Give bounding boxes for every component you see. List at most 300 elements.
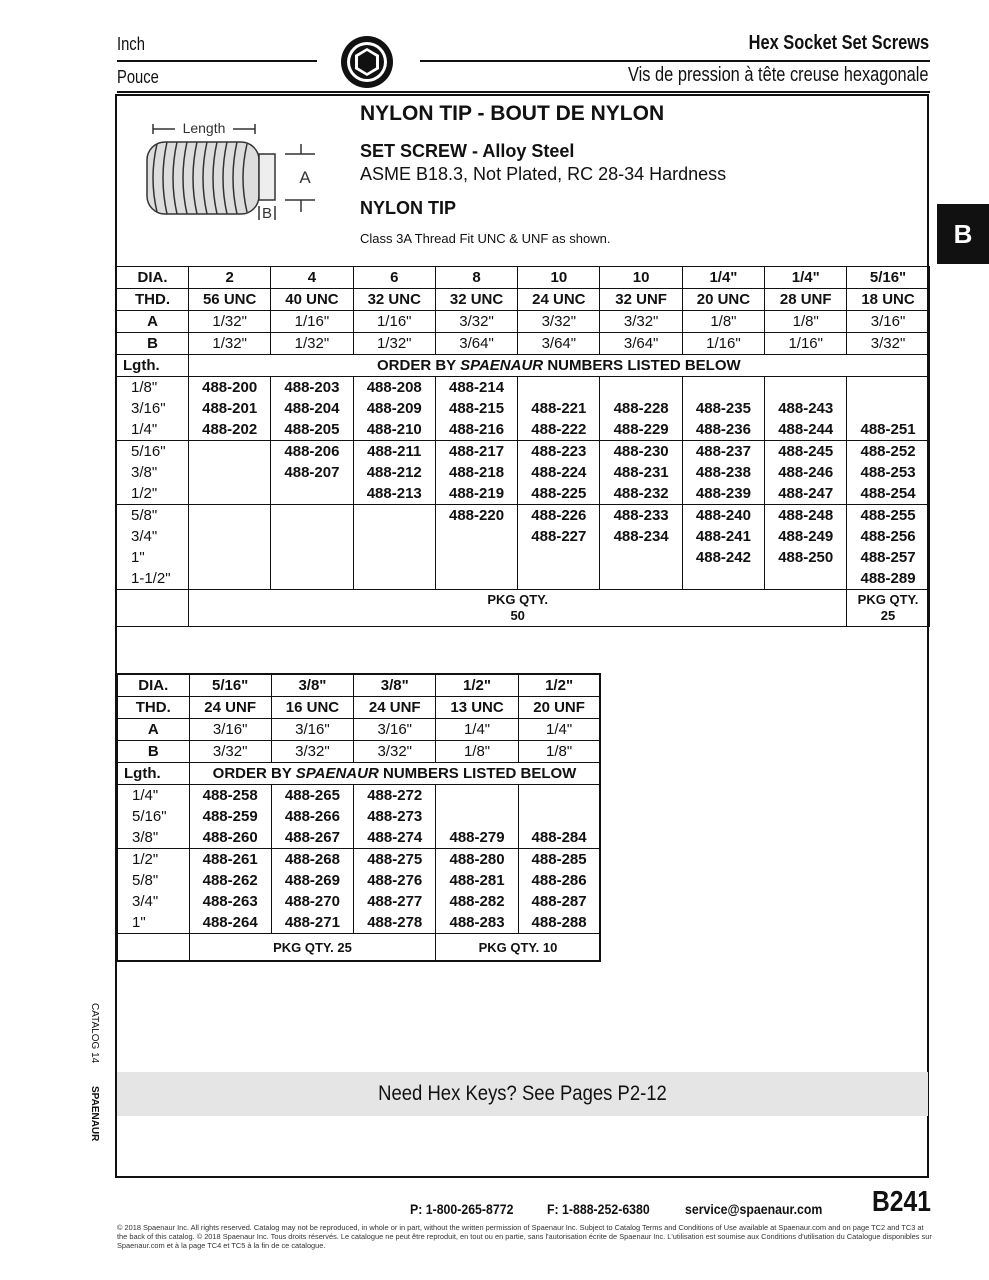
- part-number: 488-289: [860, 570, 916, 587]
- diagram-b-label: B: [261, 205, 273, 222]
- b-cell: 3/64": [435, 333, 517, 355]
- a-cell: 3/16": [271, 719, 353, 741]
- part-number: 488-240: [695, 507, 751, 524]
- part-number: [354, 526, 435, 547]
- part-number: 488-246: [778, 464, 834, 481]
- row-label-thd: THD.: [117, 697, 189, 719]
- length-value: 1/4": [132, 787, 159, 804]
- part-number: 488-244: [778, 421, 834, 438]
- thd-cell: 32 UNF: [600, 289, 682, 311]
- a-cell: 1/16": [353, 311, 435, 333]
- length-value: 5/8": [132, 872, 159, 889]
- part-number: 488-209: [366, 400, 422, 417]
- part-number: 488-207: [284, 464, 340, 481]
- thread-note: Class 3A Thread Fit UNC & UNF as shown.: [360, 231, 611, 246]
- part-number-cell: [682, 505, 764, 590]
- part-number: [600, 377, 681, 398]
- thd-cell: 16 UNC: [271, 697, 353, 719]
- row-label-b: B: [117, 333, 189, 355]
- header-rule-left: [117, 60, 317, 62]
- part-number: 488-263: [202, 893, 258, 910]
- part-number: 488-249: [778, 528, 834, 545]
- length-value: 1": [131, 549, 145, 566]
- part-number: 488-287: [531, 893, 587, 910]
- part-number-cell: [189, 441, 271, 505]
- part-number: [189, 526, 270, 547]
- part-number: [354, 547, 435, 568]
- part-number: [354, 505, 435, 526]
- part-number-cell: [189, 785, 271, 849]
- part-number: 488-266: [284, 808, 340, 825]
- a-cell: 3/16": [847, 311, 929, 333]
- a-cell: 1/8": [682, 311, 764, 333]
- pkg-qty-last: [847, 590, 929, 627]
- part-number: 488-274: [367, 829, 423, 846]
- pkg-label: PKG QTY.: [857, 592, 919, 607]
- part-number: 488-248: [778, 507, 834, 524]
- part-number-cell: [354, 785, 436, 849]
- length-value: 5/8": [131, 507, 158, 524]
- part-number-cell: [353, 505, 435, 590]
- part-number-cell: [765, 377, 847, 441]
- length-cell: [117, 849, 189, 934]
- part-number-cell: [271, 785, 353, 849]
- part-number: 488-254: [860, 485, 916, 502]
- part-number: 488-268: [284, 851, 340, 868]
- length-value: 1/2": [131, 485, 158, 502]
- part-number: [436, 785, 517, 806]
- part-number: [518, 568, 599, 589]
- part-number: [600, 568, 681, 589]
- a-cell: 1/16": [271, 311, 353, 333]
- dia-cell: 1/4": [682, 267, 764, 289]
- part-number: [271, 526, 352, 547]
- thd-cell: 20 UNF: [518, 697, 600, 719]
- product-title: NYLON TIP - BOUT DE NYLON: [360, 102, 665, 125]
- part-number: [519, 806, 600, 827]
- part-number: 488-269: [284, 872, 340, 889]
- b-cell: 3/32": [189, 741, 271, 763]
- thd-cell: 56 UNC: [189, 289, 271, 311]
- b-cell: 3/64": [600, 333, 682, 355]
- part-number-cell: [436, 849, 518, 934]
- b-cell: 1/32": [353, 333, 435, 355]
- part-number: 488-214: [449, 379, 505, 396]
- pkg-row: [117, 590, 930, 627]
- part-number-cell: [435, 505, 517, 590]
- pkg-spacer: [117, 590, 189, 627]
- b-cell: 1/8": [518, 741, 600, 763]
- part-number: [683, 377, 764, 398]
- part-number: 488-286: [531, 872, 587, 889]
- part-number: 488-276: [367, 872, 423, 889]
- part-number: 488-220: [449, 507, 505, 524]
- pkg-row: [117, 934, 600, 962]
- part-number: 488-217: [449, 443, 505, 460]
- part-number: [765, 568, 846, 589]
- part-number: 488-200: [202, 379, 258, 396]
- thd-cell: 40 UNC: [271, 289, 353, 311]
- part-number: 488-281: [449, 872, 505, 889]
- legal-text: © 2018 Spaenaur Inc. All rights reserved. Catalog may not be reproduced, in whole or in part, without the written permission of Spaenaur Inc. Subject to Catalog Terms and Conditions of Use available at Spaenaur.com and on page TC2 and TC3 at the back of this catalog. © 2018 Spaenaur Inc. Tous droits réservés. Le catalogue ne peut être reproduit, en tout ou en partie, sans l'autorisation écrite de Spaenaur Inc. L'utilisation est soumise aux Conditions d'utilisation du Catalogue disponibles sur Spaenaur.com et à la page TC4 et TC5 à la fin de ce catalogue.: [117, 1223, 932, 1250]
- length-group-1: [117, 441, 930, 505]
- part-number: [683, 568, 764, 589]
- part-number-cell: [271, 505, 353, 590]
- dia-cell: 4: [271, 267, 353, 289]
- a-cell: 1/4": [518, 719, 600, 741]
- pkg-qty-left: PKG QTY. 25: [189, 934, 436, 962]
- brand-label: SPAENAUR: [89, 1086, 100, 1142]
- unit-english: Inch: [117, 34, 145, 54]
- footer-email[interactable]: service@spaenaur.com: [685, 1201, 823, 1217]
- b-cell: 1/8": [436, 741, 518, 763]
- a-cell: 1/4": [436, 719, 518, 741]
- length-group-2: [117, 505, 930, 590]
- part-number: 488-236: [695, 421, 751, 438]
- part-number: 488-284: [531, 829, 587, 846]
- part-number: 488-245: [778, 443, 834, 460]
- pkg-qty-right: PKG QTY. 10: [436, 934, 601, 962]
- spec-row-thd: [117, 289, 930, 311]
- part-number: [519, 785, 600, 806]
- part-number: 488-233: [613, 507, 669, 524]
- part-number-cell: [600, 377, 682, 441]
- part-number: 488-213: [366, 485, 422, 502]
- row-label-dia: DIA.: [117, 674, 189, 697]
- part-number: [436, 806, 517, 827]
- part-number: 488-235: [695, 400, 751, 417]
- header-rule-bottom: [117, 91, 930, 93]
- unit-french: Pouce: [117, 67, 159, 87]
- part-number: 488-223: [531, 443, 587, 460]
- thd-cell: 13 UNC: [436, 697, 518, 719]
- thd-cell: 20 UNC: [682, 289, 764, 311]
- part-number: 488-259: [202, 808, 258, 825]
- spec-row-b: [117, 741, 600, 763]
- part-number: 488-272: [367, 787, 423, 804]
- length-value: 1/8": [131, 379, 158, 396]
- b-cell: 3/32": [354, 741, 436, 763]
- part-number: [271, 505, 352, 526]
- length-value: 3/16": [131, 400, 166, 417]
- footer-phone: P: 1-800-265-8772: [410, 1201, 514, 1217]
- part-number: 488-255: [860, 507, 916, 524]
- hex-keys-banner[interactable]: [117, 1072, 928, 1116]
- part-number: [189, 568, 270, 589]
- part-number-cell: [189, 505, 271, 590]
- row-label-a: A: [117, 311, 189, 333]
- dia-cell: 5/16": [189, 674, 271, 697]
- part-number: 488-226: [531, 507, 587, 524]
- part-number: 488-229: [613, 421, 669, 438]
- pkg-label: PKG QTY.: [487, 592, 549, 607]
- part-number: 488-256: [860, 528, 916, 545]
- diagram-a-label: A: [299, 168, 311, 187]
- footer-fax: F: 1-888-252-6380: [547, 1201, 650, 1217]
- part-number: 488-201: [202, 400, 258, 417]
- spec-row-a: [117, 311, 930, 333]
- row-label-lgth: Lgth.: [117, 763, 189, 785]
- pkg-qty-value: 50: [510, 608, 525, 623]
- dia-cell: 10: [600, 267, 682, 289]
- part-number: 488-275: [367, 851, 423, 868]
- part-number: 488-215: [449, 400, 505, 417]
- dia-cell: 1/2": [518, 674, 600, 697]
- part-number-cell: [600, 505, 682, 590]
- part-number: [436, 568, 517, 589]
- a-cell: 3/32": [435, 311, 517, 333]
- a-cell: 1/8": [765, 311, 847, 333]
- part-number-cell: [518, 441, 600, 505]
- part-number: 488-206: [284, 443, 340, 460]
- part-number-cell: [354, 849, 436, 934]
- part-number: 488-285: [531, 851, 587, 868]
- content-frame: [115, 94, 929, 1178]
- part-number-cell: [765, 441, 847, 505]
- part-number: [189, 483, 270, 504]
- length-value: 1": [132, 914, 146, 931]
- part-number: 488-273: [367, 808, 423, 825]
- part-number: 488-224: [531, 464, 587, 481]
- part-number-cell: [847, 377, 929, 441]
- pkg-qty-main: [189, 590, 847, 627]
- part-number-cell: [765, 505, 847, 590]
- part-number-cell: [271, 377, 353, 441]
- part-number: 488-205: [284, 421, 340, 438]
- part-number: [354, 568, 435, 589]
- set-screw-diagram: [135, 112, 335, 232]
- part-number: 488-208: [366, 379, 422, 396]
- part-number-cell: [600, 441, 682, 505]
- dia-cell: 5/16": [847, 267, 929, 289]
- a-cell: 3/16": [189, 719, 271, 741]
- part-number: 488-212: [366, 464, 422, 481]
- part-number: 488-231: [613, 464, 669, 481]
- length-value: 1/2": [132, 851, 159, 868]
- part-number: 488-232: [613, 485, 669, 502]
- b-cell: 3/64": [518, 333, 600, 355]
- row-label-b: B: [117, 741, 189, 763]
- dia-cell: 1/2": [436, 674, 518, 697]
- spec-row-a: [117, 719, 600, 741]
- part-number: 488-230: [613, 443, 669, 460]
- order-by-note: ORDER BY SPAENAUR NUMBERS LISTED BELOW: [189, 355, 930, 377]
- dia-cell: 6: [353, 267, 435, 289]
- spec-table-2: [116, 673, 601, 962]
- section-tab-b[interactable]: B: [937, 204, 989, 264]
- length-cell: [117, 377, 189, 441]
- part-number: [271, 547, 352, 568]
- part-number-cell: [353, 441, 435, 505]
- thd-cell: 28 UNF: [765, 289, 847, 311]
- hex-keys-banner-text: Need Hex Keys? See Pages P2-12: [378, 1082, 667, 1105]
- part-number: 488-252: [860, 443, 916, 460]
- part-number: 488-239: [695, 485, 751, 502]
- part-number: 488-225: [531, 485, 587, 502]
- part-number: 488-271: [284, 914, 340, 931]
- part-number: 488-218: [449, 464, 505, 481]
- part-number: 488-270: [284, 893, 340, 910]
- part-number: 488-247: [778, 485, 834, 502]
- part-number: [436, 547, 517, 568]
- row-label-thd: THD.: [117, 289, 189, 311]
- b-cell: 1/16": [682, 333, 764, 355]
- part-number: 488-219: [449, 485, 505, 502]
- length-group-1: [117, 849, 600, 934]
- part-number: 488-242: [695, 549, 751, 566]
- part-number-cell: [518, 377, 600, 441]
- dia-cell: 3/8": [271, 674, 353, 697]
- order-by-note: ORDER BY SPAENAUR NUMBERS LISTED BELOW: [189, 763, 600, 785]
- part-number: 488-202: [202, 421, 258, 438]
- header-rule-right: [420, 60, 930, 62]
- length-value: 1-1/2": [131, 570, 171, 587]
- b-cell: 1/32": [271, 333, 353, 355]
- thd-cell: 24 UNC: [518, 289, 600, 311]
- part-number: [847, 377, 928, 398]
- part-number: 488-258: [202, 787, 258, 804]
- part-number: 488-261: [202, 851, 258, 868]
- part-number: [189, 547, 270, 568]
- part-number: [189, 505, 270, 526]
- dia-cell: 10: [518, 267, 600, 289]
- length-value: 5/16": [132, 808, 167, 825]
- spec-row-dia: [117, 267, 930, 289]
- a-cell: 1/32": [189, 311, 271, 333]
- spec-row-thd: [117, 697, 600, 719]
- length-cell: [117, 785, 189, 849]
- part-number: 488-210: [366, 421, 422, 438]
- part-number-cell: [847, 505, 929, 590]
- dia-cell: 8: [435, 267, 517, 289]
- part-number: 488-234: [613, 528, 669, 545]
- part-number: 488-280: [449, 851, 505, 868]
- a-cell: 3/32": [600, 311, 682, 333]
- part-number: [189, 462, 270, 483]
- part-number-cell: [518, 785, 600, 849]
- part-number: 488-262: [202, 872, 258, 889]
- part-number-cell: [518, 849, 600, 934]
- product-subtitle: SET SCREW - Alloy Steel: [360, 141, 575, 161]
- catalog-label: CATALOG 14: [89, 1003, 100, 1064]
- part-number: 488-260: [202, 829, 258, 846]
- part-number: 488-222: [531, 421, 587, 438]
- part-number: [765, 377, 846, 398]
- part-number-cell: [518, 505, 600, 590]
- part-number-cell: [435, 377, 517, 441]
- dia-cell: 1/4": [765, 267, 847, 289]
- page-number: B241: [872, 1186, 931, 1218]
- part-number: [436, 526, 517, 547]
- length-group-0: [117, 785, 600, 849]
- part-number: [518, 377, 599, 398]
- thd-cell: 24 UNF: [354, 697, 436, 719]
- part-number: 488-204: [284, 400, 340, 417]
- part-number: 488-278: [367, 914, 423, 931]
- part-number: 488-211: [367, 443, 422, 460]
- part-number: 488-251: [860, 421, 916, 438]
- part-number-cell: [847, 441, 929, 505]
- part-number-cell: [189, 849, 271, 934]
- header-title-fr: Vis de pression à tête creuse hexagonale: [628, 64, 929, 86]
- dia-cell: 2: [189, 267, 271, 289]
- part-number: 488-267: [284, 829, 340, 846]
- part-number-cell: [682, 441, 764, 505]
- part-number: 488-253: [860, 464, 916, 481]
- part-number: 488-237: [695, 443, 751, 460]
- part-number: [271, 568, 352, 589]
- row-label-a: A: [117, 719, 189, 741]
- header-title-en: Hex Socket Set Screws: [748, 32, 929, 54]
- part-number: 488-228: [613, 400, 669, 417]
- part-number-cell: [189, 377, 271, 441]
- length-value: 3/8": [132, 829, 159, 846]
- length-cell: [117, 441, 189, 505]
- thd-cell: 32 UNC: [353, 289, 435, 311]
- part-number: 488-264: [202, 914, 258, 931]
- diagram-length-label: Length: [182, 120, 226, 136]
- dia-cell: 3/8": [354, 674, 436, 697]
- part-number-cell: [271, 849, 353, 934]
- b-cell: 3/32": [847, 333, 929, 355]
- spec-row-dia: [117, 674, 600, 697]
- pkg-spacer: [117, 934, 189, 962]
- row-label-lgth: Lgth.: [117, 355, 189, 377]
- part-number: 488-282: [449, 893, 505, 910]
- part-number-cell: [435, 441, 517, 505]
- length-value: 3/4": [131, 528, 158, 545]
- part-number: 488-241: [695, 528, 751, 545]
- part-number: 488-265: [284, 787, 340, 804]
- hex-socket-icon: [339, 34, 395, 90]
- part-number: 488-250: [778, 549, 834, 566]
- b-cell: 1/16": [765, 333, 847, 355]
- part-number: 488-238: [695, 464, 751, 481]
- length-value: 3/8": [131, 464, 158, 481]
- a-cell: 3/16": [354, 719, 436, 741]
- length-cell: [117, 505, 189, 590]
- part-number: 488-221: [531, 400, 587, 417]
- part-number: [518, 547, 599, 568]
- length-group-0: [117, 377, 930, 441]
- thd-cell: 32 UNC: [435, 289, 517, 311]
- length-value: 1/4": [131, 421, 158, 438]
- part-number: [271, 483, 352, 504]
- a-cell: 3/32": [518, 311, 600, 333]
- part-number: 488-277: [367, 893, 423, 910]
- part-number: 488-257: [860, 549, 916, 566]
- part-number: [847, 398, 928, 419]
- part-number: [189, 441, 270, 462]
- thd-cell: 24 UNF: [189, 697, 271, 719]
- part-number: 488-203: [284, 379, 340, 396]
- part-number-cell: [682, 377, 764, 441]
- pkg-qty-value: 25: [880, 608, 896, 623]
- thd-cell: 18 UNC: [847, 289, 929, 311]
- part-number: 488-279: [449, 829, 505, 846]
- part-number: 488-227: [531, 528, 587, 545]
- b-cell: 3/32": [271, 741, 353, 763]
- length-value: 3/4": [132, 893, 159, 910]
- part-number: 488-288: [531, 914, 587, 931]
- product-tip: NYLON TIP: [360, 198, 457, 218]
- spec-row-b: [117, 333, 930, 355]
- part-number: 488-243: [778, 400, 834, 417]
- part-number-cell: [271, 441, 353, 505]
- part-number: [600, 547, 681, 568]
- part-number: 488-216: [449, 421, 505, 438]
- row-label-dia: DIA.: [117, 267, 189, 289]
